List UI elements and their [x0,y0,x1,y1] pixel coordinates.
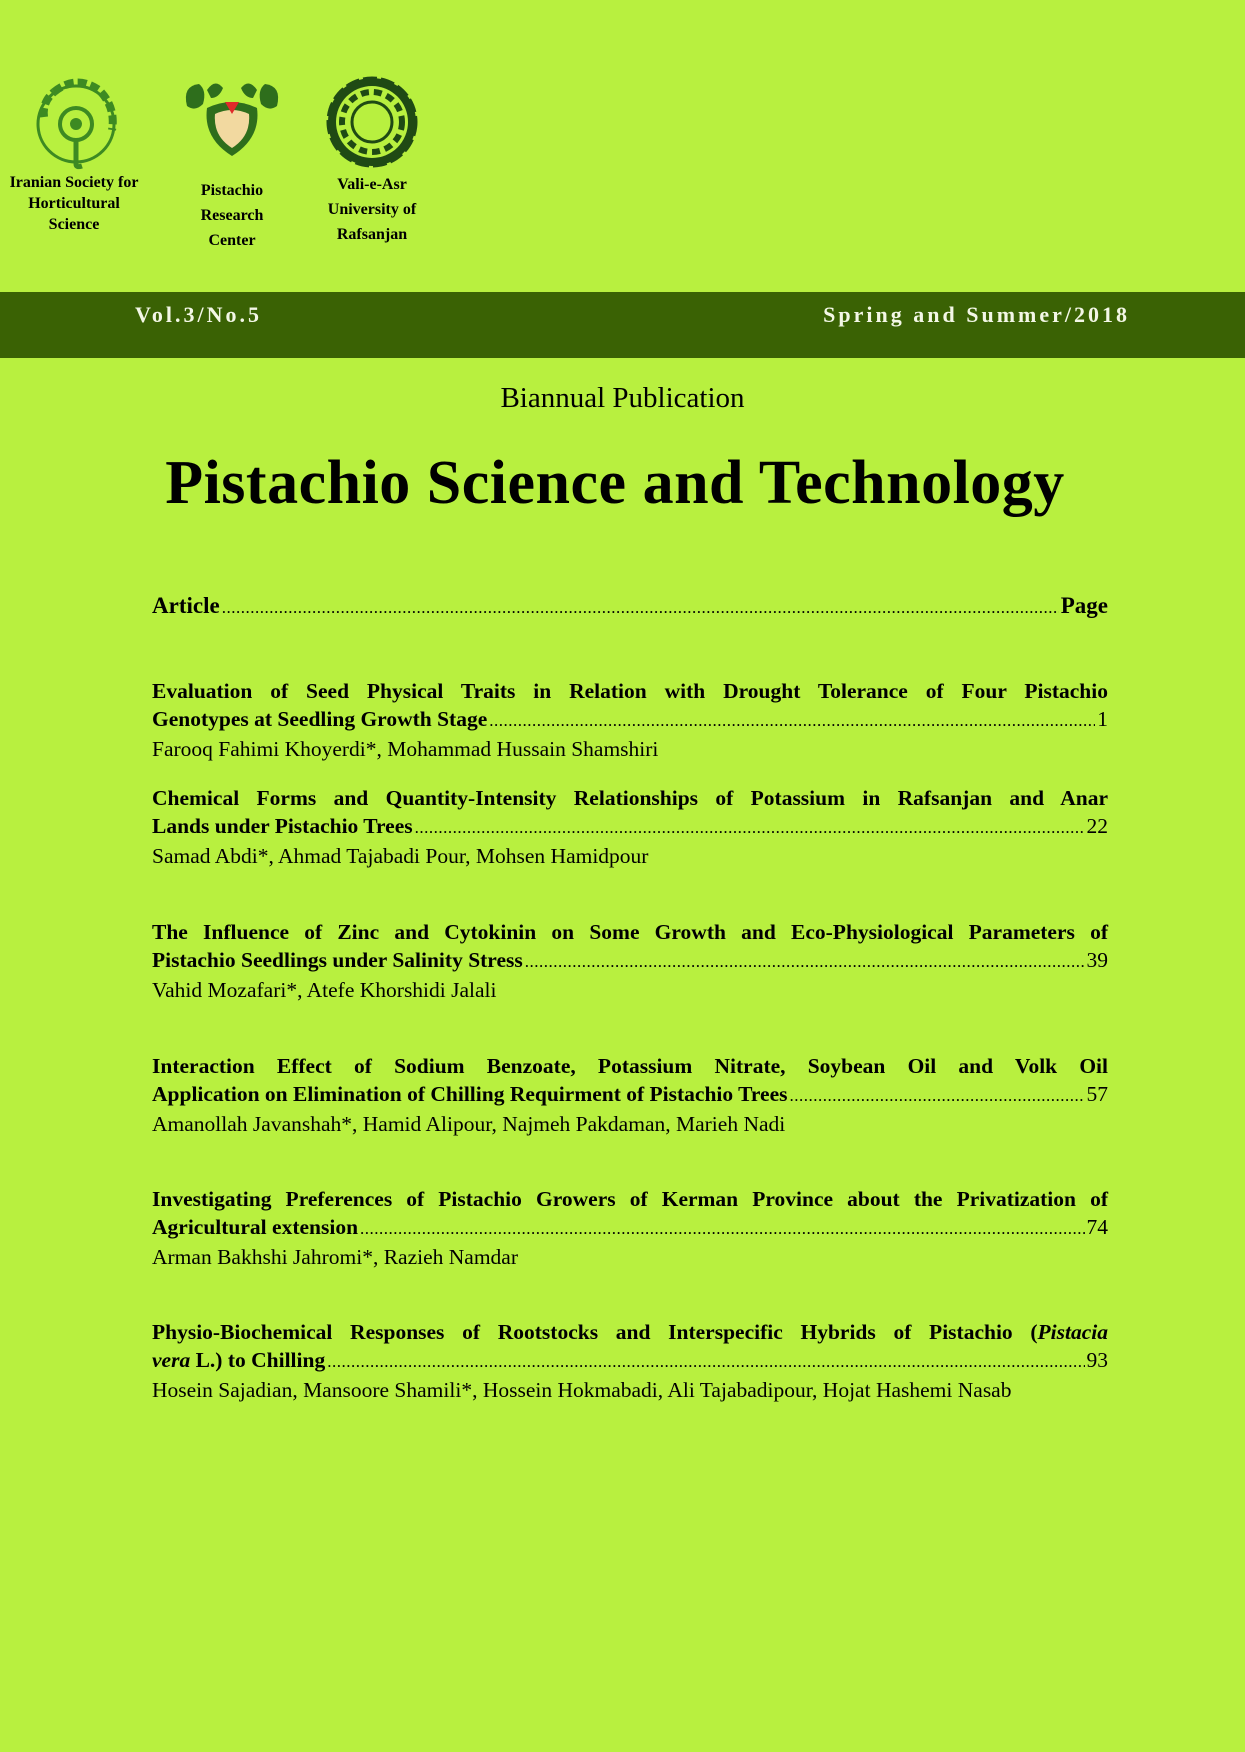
article-authors: Samad Abdi*, Ahmad Tajabadi Pour, Mohsen Hamidpour [152,844,649,868]
logo-row [0,0,1245,292]
vali-e-asr-logo [300,74,444,247]
article-title-line2: Genotypes at Seedling Growth Stage [152,707,488,731]
article-title-line1: Chemical Forms and Quantity-Intensity Relationships of Potassium in Rafsanjan and Anar [152,786,1108,810]
toc-entry[interactable] [152,918,1108,1004]
article-title-line1: The Influence of Zinc and Cytokinin on Some Growth and Eco-Physiological Parameters of [152,920,1108,944]
article-title-line2-text: L.) to Chilling [190,1348,326,1372]
iranian-society-logo [0,72,148,235]
toc-entry[interactable] [152,784,1108,870]
logo-caption-pistachio-research: Pistachio Research Center [200,182,264,249]
toc-entry[interactable] [152,1318,1108,1404]
logo-caption-iranian-society: Iranian Society for Horticultural Science [9,174,139,233]
toc-header-page: Page [1060,593,1108,618]
article-authors: Hosein Sajadian, Mansoore Shamili*, Hossein Hokmabadi, Ali Tajabadipour, Hojat Hashemi Nasab [152,1378,1012,1402]
article-title-line1: Investigating Preferences of Pistachio Growers of Kerman Province about the Privatization of [152,1187,1108,1211]
toc-header [152,593,1108,619]
article-page-number: 74 [1086,1215,1108,1239]
publication-frequency: Biannual Publication [500,382,745,414]
logo-caption-vali-e-asr: Vali-e-Asr University of Rafsanjan [327,176,417,243]
article-title-line1-text: Physio-Biochemical Responses of Rootstocks and Interspecific Hybrids of Pistachio ( [152,1320,1038,1344]
dot-leader [415,814,1085,842]
dot-leader [525,948,1085,976]
article-title-line1: Evaluation of Seed Physical Traits in Relation with Drought Tolerance of Four Pistachio [152,679,1108,703]
issue-season: Spring and Summer/2018 [823,302,1130,327]
pistachio-research-logo [160,76,304,253]
dot-leader [360,1215,1084,1243]
article-title-line2: Pistachio Seedlings under Salinity Stress [152,948,523,972]
article-title-italic-species: vera [152,1348,191,1372]
article-authors: Arman Bakhshi Jahromi*, Razieh Namdar [152,1245,519,1269]
article-title-line2 [152,1346,325,1374]
article-title-italic-genus: Pistacia [1037,1320,1108,1344]
article-title-line2: Lands under Pistachio Trees [152,814,413,838]
article-title-line2: Application on Elimination of Chilling Requirment of Pistachio Trees [152,1082,788,1106]
article-title-line1 [152,1318,1108,1346]
journal-title: Pistachio Science and Technology [165,449,1065,517]
toc-entry[interactable] [152,1052,1108,1138]
article-page-number: 57 [1086,1082,1108,1106]
dot-leader [489,707,1095,735]
article-authors: Amanollah Javanshah*, Hamid Alipour, Najmeh Pakdaman, Marieh Nadi [152,1112,786,1136]
issue-band [0,292,1245,358]
toc-entry[interactable] [152,677,1108,763]
article-page-number: 39 [1086,948,1108,972]
article-page-number: 93 [1086,1348,1108,1372]
article-page-number: 22 [1086,814,1108,838]
university-seal-icon [322,74,422,170]
article-authors: Farooq Fahimi Khoyerdi*, Mohammad Hussain Shamshiri [152,737,659,761]
pistachio-nut-icon [177,76,287,164]
article-authors: Vahid Mozafari*, Atefe Khorshidi Jalali [152,978,497,1002]
dot-leader [790,1082,1085,1110]
article-page-number: 1 [1097,707,1108,731]
article-title-line2: Agricultural extension [152,1215,359,1239]
article-title-line1: Interaction Effect of Sodium Benzoate, Potassium Nitrate, Soybean Oil and Volk Oil [152,1054,1108,1078]
fern-spiral-icon [24,72,124,172]
toc-entry[interactable] [152,1185,1108,1271]
toc-header-article: Article [152,593,220,618]
dot-leader [327,1348,1084,1376]
volume-number: Vol.3/No.5 [135,302,262,327]
dot-leader [222,598,1059,618]
